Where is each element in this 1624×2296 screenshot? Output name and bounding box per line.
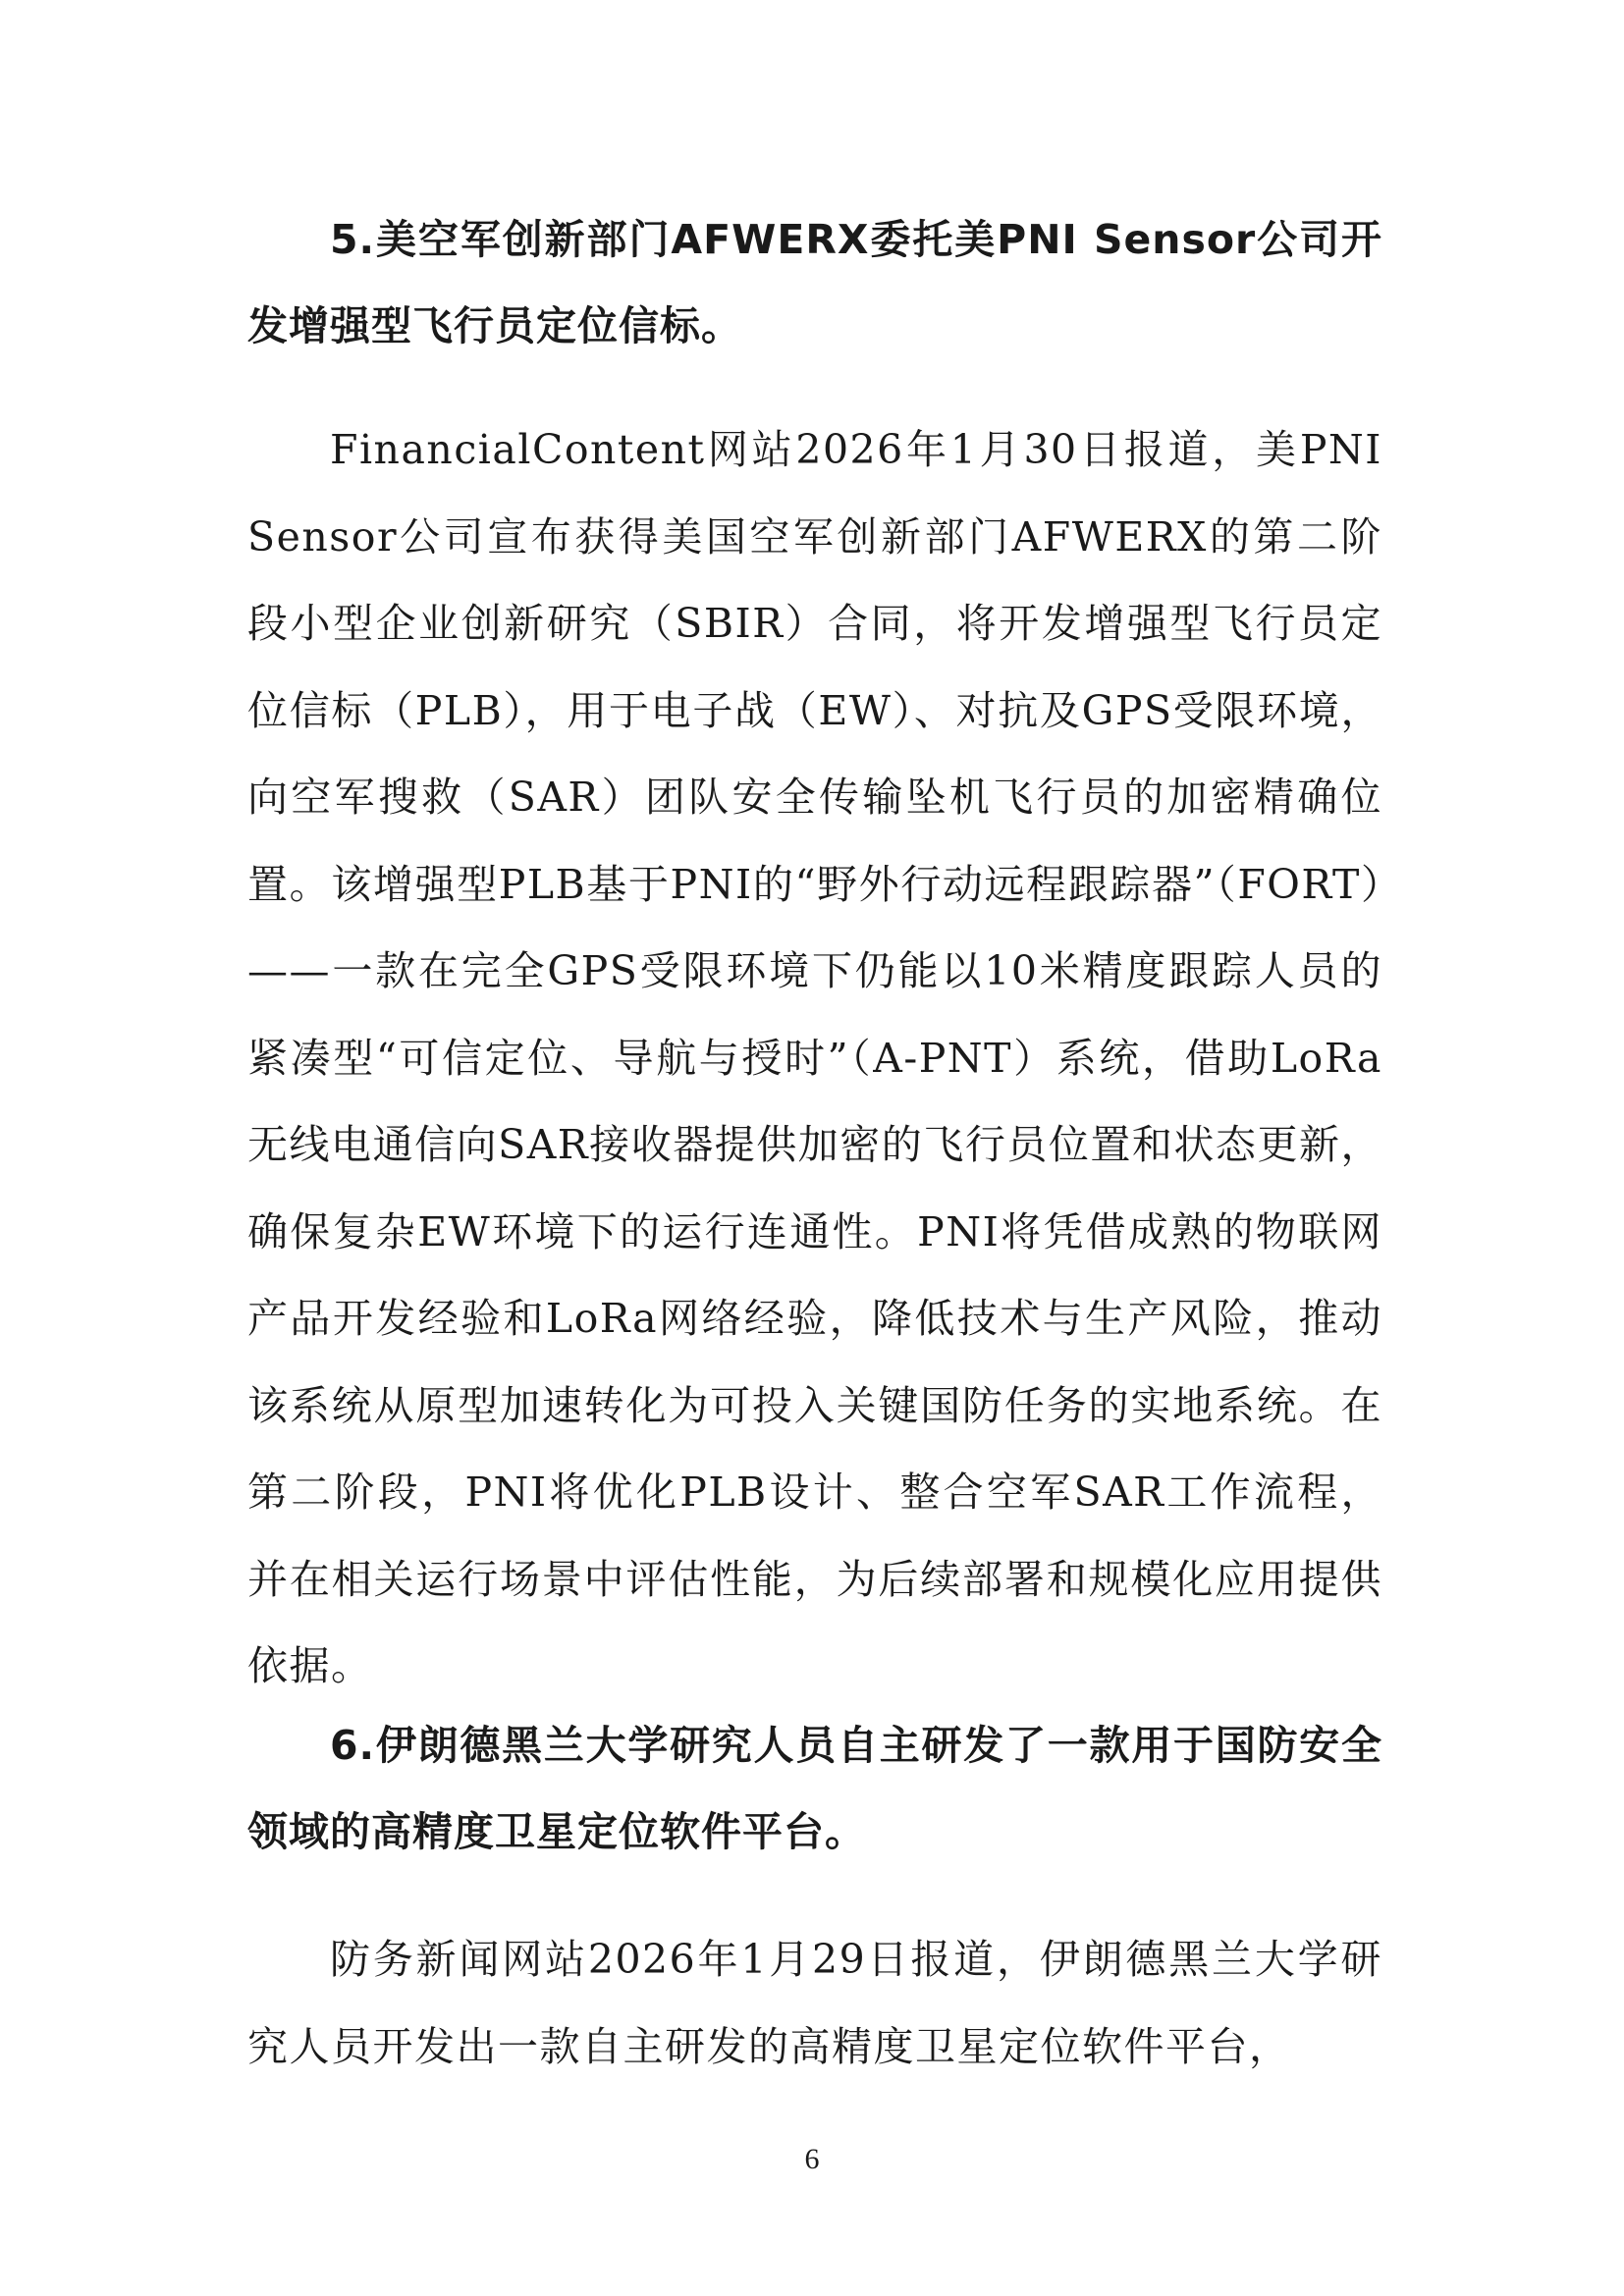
section-5-body: FinancialContent网站2026年1月30日报道，美PNI Sensor公司宣布获得美国空军创新部门AFWERX的第二阶段小型企业创新研究（SBIR）合同，将开发增强型飞行员定位信标（PLB），用于电子战（EW）、对抗及GPS受限环境，向空军搜救（SAR）团队安全传输坠机飞行员的加密精确位置。该增强型PLB基于PNI的“野外行动远程跟踪器”（FORT）——一款在完全GPS受限环境下仍能以10米精度跟踪人员的紧凑型“可信定位、导航与授时”（A-PNT）系统，借助LoRa无线电通信向SAR接收器提供加密的飞行员位置和状态更新，确保复杂EW环境下的运行连通性。PNI将凭借成熟的物联网产品开发经验和LoRa网络经验，降低技术与生产风险，推动该系统从原型加速转化为可投入关键国防任务的实地系统。在第二阶段，PNI将优化PLB设计、整合空军SAR工作流程，并在相关运行场景中评估性能，为后续部署和规模化应用提供依据。 — [247, 426, 1382, 1689]
section-6-heading: 6.伊朗德黑兰大学研究人员自主研发了一款用于国防安全领域的高精度卫星定位软件平台。 — [247, 1722, 1382, 1855]
section-6-body: 防务新闻网站2026年1月29日报道，伊朗德黑兰大学研究人员开发出一款自主研发的高精度卫星定位软件平台， — [247, 1936, 1382, 2070]
section-5-heading: 5.美空军创新部门AFWERX委托美PNI Sensor公司开发增强型飞行员定位信标。 — [247, 216, 1382, 349]
page-number: 6 — [804, 2143, 820, 2175]
